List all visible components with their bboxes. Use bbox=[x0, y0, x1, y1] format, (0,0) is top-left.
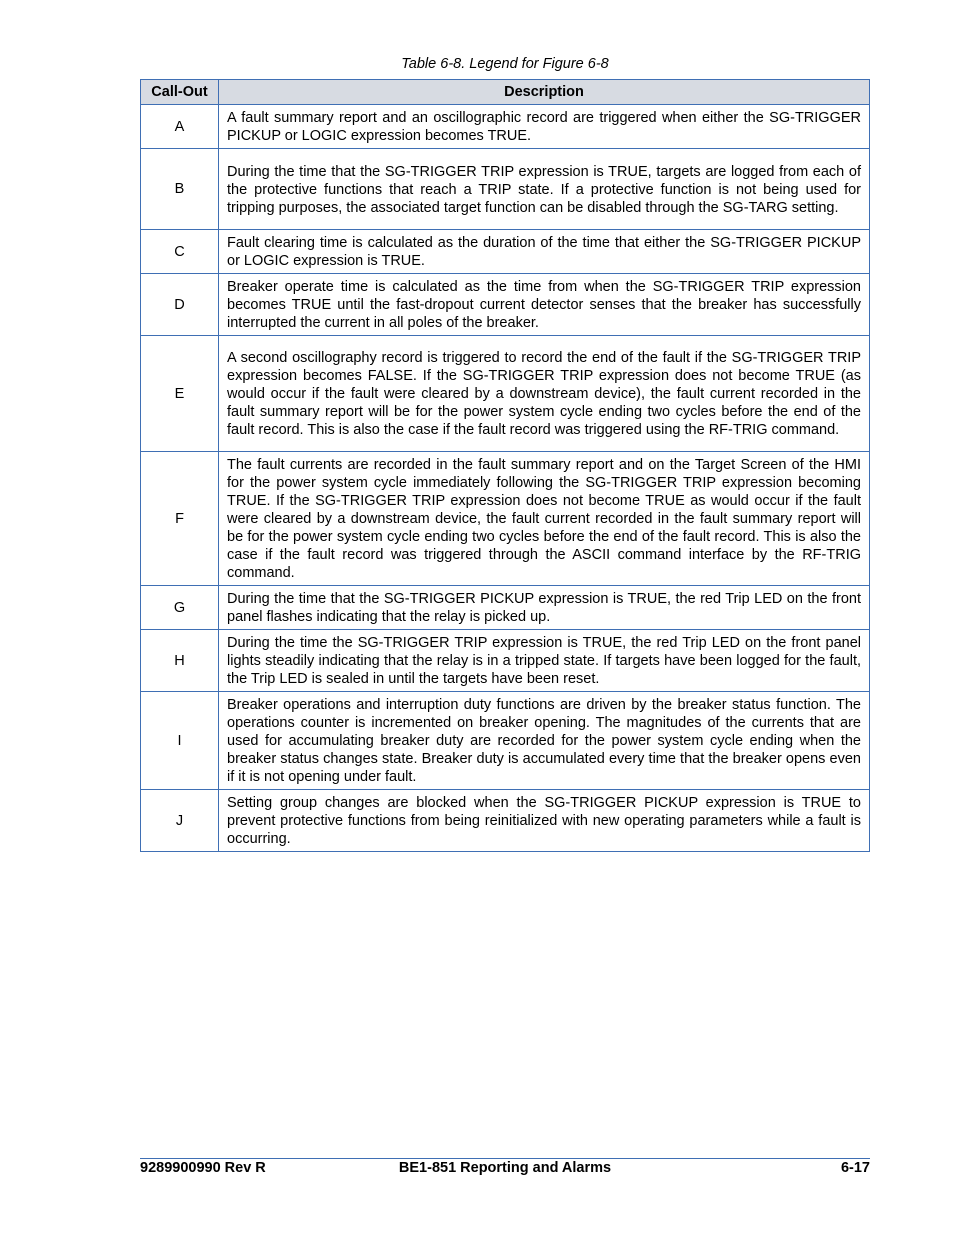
description-cell: The fault currents are recorded in the fault summary report and on the Target Screen of the HMI for the power system cycle immediately following the SG-TRIGGER TRIP expression becoming TRUE. If the SG-TRIGGER TRIP expression does not become TRUE as would occur if the fault were cleared by a downstream device, the fault current recorded in the fault summary report will be for the power system cycle ending two cycles before the end of the fault record. This is also the case if the fault record was triggered through the ASCII command interface by the RF-TRIG command. bbox=[219, 452, 870, 586]
callout-cell: D bbox=[141, 274, 219, 336]
callout-cell: E bbox=[141, 336, 219, 452]
callout-cell: G bbox=[141, 586, 219, 630]
table-row bbox=[141, 230, 870, 274]
description-cell: During the time that the SG-TRIGGER TRIP expression is TRUE, targets are logged from each of the protective functions that reach a TRIP state. If a protective function is not being used for tripping purposes, the associated target function can be disabled through the SG-TARG setting. bbox=[219, 149, 870, 230]
footer-page-number: 6-17 bbox=[840, 1160, 870, 1176]
description-cell: A fault summary report and an oscillographic record are triggered when either the SG-TRIGGER PICKUP or LOGIC expression becomes TRUE. bbox=[219, 105, 870, 149]
table-header-row bbox=[141, 80, 870, 105]
table-row bbox=[141, 586, 870, 630]
table-row bbox=[141, 790, 870, 852]
callout-cell: I bbox=[141, 692, 219, 790]
description-cell: During the time that the SG-TRIGGER PICKUP expression is TRUE, the red Trip LED on the front panel flashes indicating that the relay is picked up. bbox=[219, 586, 870, 630]
table-row bbox=[141, 274, 870, 336]
description-cell: During the time the SG-TRIGGER TRIP expression is TRUE, the red Trip LED on the front panel lights steadily indicating that the relay is in a tripped state. If targets have been logged for the fault, the Trip LED is sealed in until the targets have been reset. bbox=[219, 630, 870, 692]
table-row bbox=[141, 452, 870, 586]
callout-cell: H bbox=[141, 630, 219, 692]
footer-section-title: BE1-851 Reporting and Alarms bbox=[398, 1160, 612, 1176]
table-row bbox=[141, 336, 870, 452]
description-cell: Breaker operations and interruption duty functions are driven by the breaker status function. The operations counter is incremented on breaker opening. The magnitudes of the currents that are used for accumulating breaker duty are recorded for the power system cycle ending when the breaker status changes state. Breaker duty is accumulated every time that the breaker opens even if it is not opening under fault. bbox=[219, 692, 870, 790]
table-row bbox=[141, 105, 870, 149]
callout-cell: B bbox=[141, 149, 219, 230]
legend-table bbox=[140, 79, 870, 852]
header-description: Description bbox=[219, 80, 870, 105]
table-row bbox=[141, 692, 870, 790]
description-cell: Fault clearing time is calculated as the duration of the time that either the SG-TRIGGER PICKUP or LOGIC expression is TRUE. bbox=[219, 230, 870, 274]
footer-divider bbox=[140, 1158, 870, 1159]
table-row bbox=[141, 149, 870, 230]
callout-cell: A bbox=[141, 105, 219, 149]
callout-cell: F bbox=[141, 452, 219, 586]
header-callout: Call-Out bbox=[141, 80, 219, 105]
callout-cell: C bbox=[141, 230, 219, 274]
callout-cell: J bbox=[141, 790, 219, 852]
table-caption: Table 6-8. Legend for Figure 6-8 bbox=[401, 56, 609, 72]
description-cell: Setting group changes are blocked when the SG-TRIGGER PICKUP expression is TRUE to prevent protective functions from being reinitialized with new operating parameters while a fault is occurring. bbox=[219, 790, 870, 852]
description-cell: Breaker operate time is calculated as the time from when the SG-TRIGGER TRIP expression becomes TRUE until the fast-dropout current detector senses that the breaker has successfully interrupted the current in all poles of the breaker. bbox=[219, 274, 870, 336]
description-cell: A second oscillography record is triggered to record the end of the fault if the SG-TRIGGER TRIP expression becomes FALSE. If the SG-TRIGGER TRIP expression does not become TRUE (as would occur if the fault were cleared by a downstream device), the fault current recorded in the fault summary report will be for the power system cycle ending two cycles before the end of the fault record. This is also the case if the fault record was triggered using the RF-TRIG command. bbox=[219, 336, 870, 452]
footer-document-number: 9289900990 Rev R bbox=[140, 1160, 266, 1176]
table-row bbox=[141, 630, 870, 692]
